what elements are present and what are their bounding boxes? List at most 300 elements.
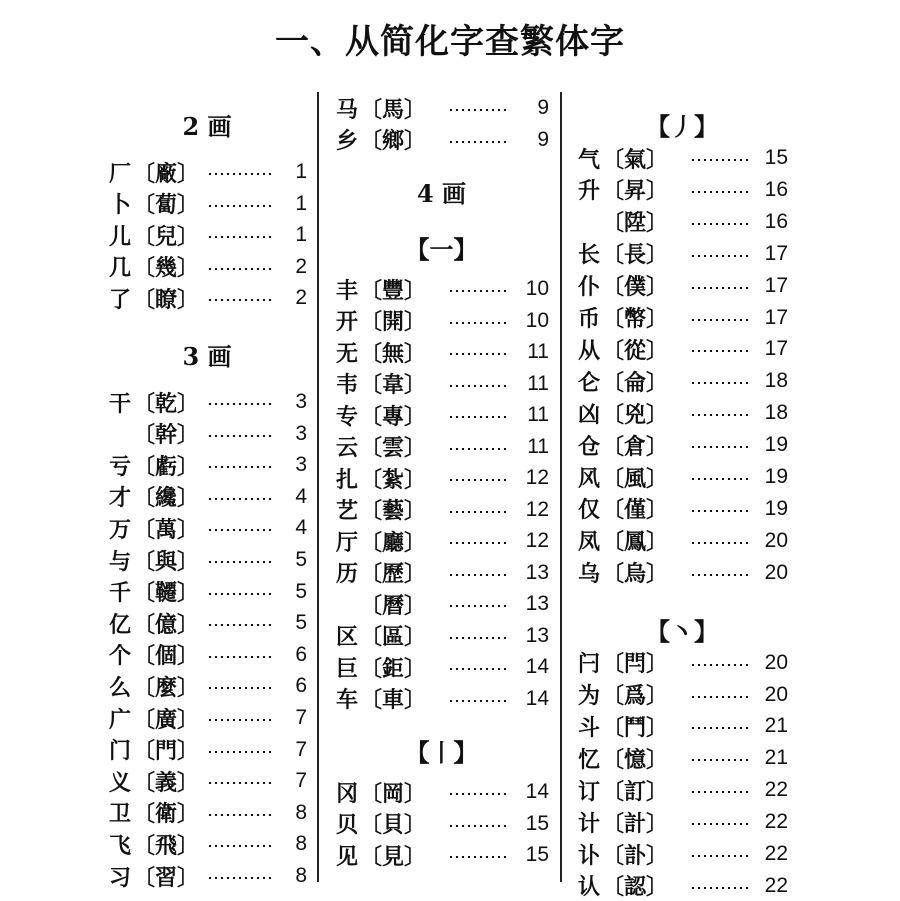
page-number: 17 (764, 305, 788, 329)
page-number: 16 (764, 177, 788, 201)
dot-leader (207, 268, 273, 270)
index-entry (334, 125, 549, 155)
index-entry (334, 432, 549, 462)
section-heading: 【丿】 (646, 112, 718, 141)
simplified-char: 车 (335, 687, 358, 713)
simplified-char: 了 (108, 286, 131, 313)
traditional-char: 〔麼〕 (133, 674, 200, 701)
section-heading: 【一】 (405, 235, 478, 264)
simplified-char: 计 (577, 810, 600, 837)
index-entry (107, 189, 307, 219)
dot-leader (448, 109, 509, 111)
page-number: 15 (764, 146, 788, 169)
traditional-char: 〔藝〕 (360, 498, 427, 524)
simplified-char: 云 (335, 435, 358, 461)
index-entry (107, 798, 307, 828)
dot-leader (448, 825, 509, 827)
index-entry (576, 143, 788, 173)
page-number: 15 (525, 843, 549, 866)
simplified-char: 厂 (108, 160, 131, 187)
dot-leader (690, 887, 748, 889)
page-number: 10 (525, 277, 549, 300)
index-entry (107, 419, 307, 449)
traditional-char: 〔貝〕 (360, 812, 427, 838)
page-number: 22 (764, 810, 788, 834)
traditional-char: 〔從〕 (602, 337, 669, 364)
dot-leader (207, 403, 273, 405)
section-heading: 【丶】 (646, 616, 718, 646)
page-number: 10 (525, 308, 549, 332)
dot-leader (690, 319, 748, 321)
simplified-char: 升 (577, 178, 600, 205)
dot-leader (690, 446, 748, 448)
traditional-char: 〔僕〕 (602, 274, 669, 301)
simplified-char: 丰 (335, 277, 358, 304)
page-number: 14 (525, 780, 549, 803)
traditional-char: 〔義〕 (133, 769, 200, 796)
index-entry (334, 684, 549, 714)
index-entry (107, 829, 307, 859)
dot-leader (207, 814, 273, 816)
dot-leader (690, 478, 748, 480)
index-entry (107, 157, 307, 187)
traditional-char: 〔昇〕 (602, 178, 669, 205)
index-entry (576, 430, 788, 460)
dot-leader (207, 173, 273, 175)
index-entry (576, 648, 788, 678)
page-number: 5 (295, 579, 307, 603)
index-entry (576, 239, 788, 269)
index-entry (107, 283, 307, 313)
page-number: 17 (764, 241, 788, 265)
traditional-char: 〔鄉〕 (360, 128, 427, 154)
traditional-char: 〔倉〕 (602, 433, 669, 460)
traditional-char: 〔幣〕 (602, 306, 669, 332)
simplified-char: 亏 (108, 453, 131, 480)
dot-leader (207, 205, 273, 207)
traditional-char: 〔幹〕 (133, 422, 200, 449)
dot-leader (690, 159, 748, 161)
simplified-char: 义 (108, 769, 131, 796)
page-number: 3 (295, 421, 307, 445)
dot-leader (690, 759, 748, 761)
page-number: 11 (527, 371, 549, 395)
page-number: 19 (764, 465, 788, 488)
traditional-char: 〔豐〕 (360, 277, 427, 304)
dot-leader (448, 700, 509, 702)
page-number: 7 (295, 737, 307, 761)
page-number: 20 (764, 650, 788, 674)
traditional-char: 〔韋〕 (360, 372, 427, 398)
page-number: 6 (295, 674, 307, 698)
dot-leader (448, 574, 509, 576)
index-entry (107, 513, 307, 543)
page-number: 20 (764, 528, 788, 552)
simplified-char: 币 (577, 306, 600, 332)
simplified-char: 讣 (577, 842, 600, 869)
index-entry (334, 93, 549, 123)
page-number: 12 (525, 466, 549, 489)
column-divider (317, 92, 319, 882)
traditional-char: 〔纔〕 (133, 485, 200, 512)
page-number: 11 (527, 434, 549, 458)
page-number: 11 (527, 340, 549, 363)
page-number: 22 (764, 873, 788, 897)
dot-leader (448, 856, 509, 858)
page-number: 13 (525, 623, 549, 647)
traditional-char: 〔專〕 (360, 403, 427, 430)
simplified-char: 贝 (335, 812, 358, 838)
traditional-char: 〔飛〕 (133, 832, 200, 859)
index-entry (576, 839, 788, 869)
dot-leader (448, 141, 509, 143)
dot-leader (207, 236, 273, 238)
traditional-char: 〔乾〕 (133, 390, 200, 417)
simplified-char: 开 (335, 309, 358, 335)
index-entry (334, 840, 549, 870)
traditional-char: 〔瞭〕 (133, 286, 200, 313)
traditional-char: 〔習〕 (133, 864, 200, 891)
index-entry (334, 400, 549, 430)
traditional-char: 〔鉅〕 (360, 655, 427, 682)
simplified-char: 风 (577, 465, 600, 492)
index-entry (107, 220, 307, 250)
index-entry (334, 558, 549, 588)
dot-leader (448, 668, 509, 670)
page-number: 6 (295, 642, 307, 666)
traditional-char: 〔雲〕 (360, 435, 427, 461)
simplified-char: 广 (108, 706, 131, 733)
dot-leader (207, 299, 273, 301)
traditional-char: 〔侖〕 (602, 369, 669, 396)
simplified-char: 卫 (108, 801, 131, 828)
traditional-char: 〔萬〕 (133, 516, 200, 543)
dot-leader (207, 498, 273, 500)
index-entry (576, 558, 788, 588)
section-heading: 4 画 (416, 179, 467, 208)
index-entry (107, 671, 307, 701)
dot-leader (207, 593, 273, 595)
traditional-char: 〔車〕 (360, 687, 427, 713)
simplified-char: 斗 (577, 714, 600, 741)
dot-leader (448, 416, 509, 418)
index-entry (334, 337, 549, 367)
dot-leader (207, 529, 273, 531)
page-number: 7 (295, 706, 307, 729)
dot-leader (690, 350, 748, 352)
page-number: 22 (764, 842, 788, 865)
dot-leader (448, 542, 509, 544)
dot-leader (207, 719, 273, 721)
traditional-char: 〔幾〕 (133, 255, 200, 282)
simplified-char: 区 (335, 624, 358, 650)
page-number: 1 (295, 223, 307, 247)
traditional-char: 〔與〕 (133, 548, 200, 575)
traditional-char: 〔個〕 (133, 643, 200, 670)
simplified-char: 历 (335, 561, 358, 587)
traditional-char: 〔風〕 (602, 465, 669, 492)
section-heading: 2 画 (182, 112, 232, 141)
page-number: 3 (295, 390, 307, 413)
traditional-char: 〔岡〕 (360, 780, 427, 807)
dot-leader (207, 624, 273, 626)
index-entry (576, 494, 788, 524)
simplified-char: 从 (577, 337, 600, 364)
simplified-char: 几 (108, 255, 131, 282)
index-entry (107, 861, 307, 891)
traditional-char: 〔鳳〕 (602, 529, 669, 556)
index-entry (576, 462, 788, 492)
simplified-char: 艺 (335, 498, 358, 524)
page-number: 4 (295, 484, 307, 508)
traditional-char: 〔門〕 (133, 738, 200, 765)
simplified-char: 习 (108, 864, 131, 891)
dot-leader (448, 793, 509, 795)
index-entry (576, 871, 788, 901)
simplified-char: 与 (108, 548, 131, 575)
index-entry (576, 303, 788, 333)
dot-leader (690, 823, 748, 825)
simplified-char: 巨 (335, 655, 358, 682)
traditional-char: 〔紮〕 (360, 466, 427, 493)
page-number: 16 (764, 209, 788, 233)
simplified-char: 仅 (577, 497, 600, 524)
page-number: 20 (764, 682, 788, 706)
traditional-char: 〔區〕 (360, 624, 427, 650)
page-number: 19 (764, 433, 788, 457)
simplified-char: 仆 (577, 274, 600, 301)
traditional-char: 〔氣〕 (602, 146, 669, 173)
page-number: 3 (295, 453, 307, 477)
simplified-char: 马 (335, 96, 358, 123)
traditional-char: 〔見〕 (360, 843, 427, 870)
traditional-char: 〔訃〕 (602, 842, 669, 869)
simplified-char: 才 (108, 485, 131, 512)
traditional-char: 〔開〕 (360, 309, 427, 335)
page-number: 1 (295, 160, 307, 183)
simplified-char: 为 (577, 683, 600, 709)
page-number: 18 (764, 369, 788, 393)
page-number: 2 (295, 254, 307, 278)
page-number: 4 (295, 516, 307, 540)
dot-leader (448, 448, 509, 450)
dot-leader (690, 287, 748, 289)
dot-leader (448, 479, 509, 481)
index-entry (107, 482, 307, 512)
dot-leader (690, 664, 748, 666)
page-number: 18 (764, 401, 788, 425)
simplified-char: 卜 (108, 192, 131, 219)
simplified-char: 见 (335, 843, 358, 870)
traditional-char: 〔陞〕 (602, 210, 669, 237)
index-entry (334, 495, 549, 525)
page-number: 13 (525, 560, 549, 584)
dot-leader (207, 782, 273, 784)
dot-leader (207, 561, 273, 563)
index-entry (576, 807, 788, 837)
page-number: 9 (537, 127, 549, 151)
simplified-char: 凤 (577, 529, 600, 556)
index-entry (334, 463, 549, 493)
traditional-char: 〔虧〕 (133, 453, 200, 480)
page-number: 5 (295, 611, 307, 635)
index-entry (334, 369, 549, 399)
dot-leader (690, 382, 748, 384)
dot-leader (690, 574, 748, 576)
index-entry (576, 711, 788, 741)
index-entry (334, 621, 549, 651)
simplified-char: 门 (108, 738, 131, 765)
dot-leader (448, 290, 509, 292)
page-number: 20 (764, 560, 788, 584)
index-entry (576, 175, 788, 205)
page-number: 9 (537, 96, 549, 119)
page-number: 2 (295, 286, 307, 310)
simplified-char: 长 (577, 242, 600, 269)
simplified-char: 无 (335, 340, 358, 367)
dot-leader (448, 605, 509, 607)
dot-leader (690, 696, 748, 698)
simplified-char: 仓 (577, 433, 600, 460)
traditional-char: 〔曆〕 (360, 592, 427, 619)
page-number: 8 (295, 864, 307, 887)
simplified-char: 冈 (335, 780, 358, 807)
simplified-char: 千 (108, 580, 131, 607)
traditional-char: 〔計〕 (602, 810, 669, 837)
dot-leader (448, 322, 509, 324)
page-number: 11 (527, 403, 549, 426)
page-number: 7 (295, 769, 307, 793)
index-entry (107, 450, 307, 480)
dot-leader (448, 637, 509, 639)
dot-leader (690, 542, 748, 544)
traditional-char: 〔憶〕 (602, 746, 669, 773)
traditional-char: 〔僅〕 (602, 497, 669, 524)
dot-leader (690, 191, 748, 193)
dot-leader (690, 414, 748, 416)
dot-leader (448, 385, 509, 387)
traditional-char: 〔兇〕 (602, 401, 669, 428)
index-entry (334, 589, 549, 619)
dot-leader (207, 435, 273, 437)
traditional-char: 〔閂〕 (602, 651, 669, 678)
index-entry (576, 334, 788, 364)
dot-leader (207, 687, 273, 689)
page-number: 13 (525, 592, 549, 615)
traditional-char: 〔馬〕 (360, 96, 427, 123)
page-number: 19 (764, 496, 788, 520)
dot-leader (690, 223, 748, 225)
dot-leader (207, 751, 273, 753)
column-divider (560, 92, 562, 882)
index-entry (107, 545, 307, 575)
traditional-char: 〔億〕 (133, 611, 200, 638)
traditional-char: 〔長〕 (602, 242, 669, 269)
page-number: 22 (764, 778, 788, 802)
page-number: 21 (764, 714, 788, 738)
page-number: 12 (525, 497, 549, 521)
simplified-char: 气 (577, 146, 600, 173)
simplified-char: 仑 (577, 369, 600, 396)
simplified-char: 忆 (577, 746, 600, 773)
page-number: 17 (764, 337, 788, 361)
traditional-char: 〔烏〕 (602, 561, 669, 588)
index-entry (576, 743, 788, 773)
traditional-char: 〔廠〕 (133, 160, 200, 187)
traditional-char: 〔無〕 (360, 340, 427, 367)
simplified-char: 厅 (335, 529, 358, 556)
index-entry (576, 680, 788, 710)
dot-leader (690, 791, 748, 793)
dot-leader (690, 855, 748, 857)
traditional-char: 〔兒〕 (133, 223, 200, 250)
index-entry (334, 274, 549, 304)
index-entry (107, 387, 307, 417)
dot-leader (207, 845, 273, 847)
page-number: 8 (295, 832, 307, 856)
traditional-char: 〔認〕 (602, 874, 669, 901)
simplified-char: 凶 (577, 401, 600, 428)
section-heading: 3 画 (182, 342, 232, 371)
traditional-char: 〔歷〕 (360, 561, 427, 587)
dot-leader (448, 353, 509, 355)
page-number: 15 (525, 811, 549, 835)
traditional-char: 〔廳〕 (360, 529, 427, 556)
index-entry (576, 398, 788, 428)
dot-leader (207, 656, 273, 658)
simplified-char: 飞 (108, 832, 131, 859)
simplified-char: 个 (108, 643, 131, 670)
index-entry (576, 775, 788, 805)
traditional-char: 〔韆〕 (133, 580, 200, 607)
index-entry (107, 608, 307, 638)
simplified-char: 认 (577, 874, 600, 901)
simplified-char: 专 (335, 403, 358, 430)
traditional-char: 〔鬥〕 (602, 714, 669, 741)
dot-leader (690, 510, 748, 512)
section-heading: 【丨】 (405, 738, 478, 767)
page-number: 21 (764, 746, 788, 770)
index-entry (334, 777, 549, 807)
index-entry (334, 306, 549, 336)
simplified-char: 扎 (335, 466, 358, 493)
index-entry (334, 809, 549, 839)
index-entry (107, 577, 307, 607)
page-number: 5 (295, 548, 307, 571)
dot-leader (690, 727, 748, 729)
simplified-char: 儿 (108, 223, 131, 250)
page-number: 17 (764, 273, 788, 297)
simplified-char: 乌 (577, 561, 600, 588)
simplified-char: 闩 (577, 651, 600, 678)
dot-leader (690, 255, 748, 257)
simplified-char: 韦 (335, 372, 358, 398)
dot-leader (448, 511, 509, 513)
index-entry (107, 735, 307, 765)
index-entry (107, 640, 307, 670)
traditional-char: 〔訂〕 (602, 778, 669, 805)
traditional-char: 〔爲〕 (602, 683, 669, 709)
index-entry (107, 766, 307, 796)
page-title: 一、从简化字查繁体字 (275, 22, 625, 62)
traditional-char: 〔衛〕 (133, 801, 200, 828)
page-number: 14 (525, 686, 549, 710)
page-number: 1 (295, 191, 307, 215)
index-entry (576, 366, 788, 396)
simplified-char: 乡 (335, 128, 358, 154)
index-entry (107, 703, 307, 733)
index-entry (334, 652, 549, 682)
